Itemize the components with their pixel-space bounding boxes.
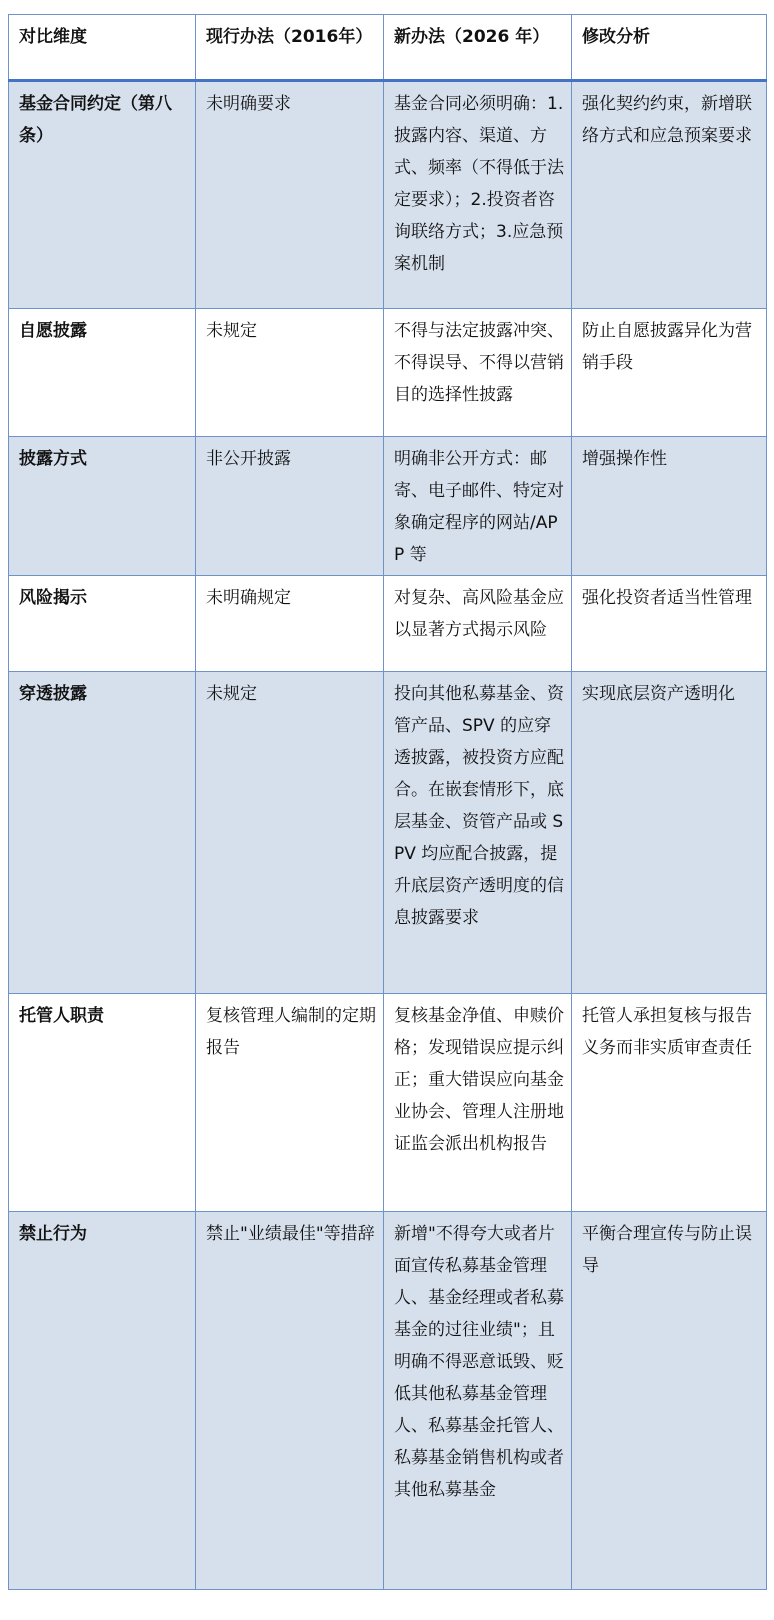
cell-new: 对复杂、高风险基金应以显著方式揭示风险 (384, 576, 572, 672)
cell-analysis: 防止自愿披露异化为营销手段 (572, 309, 767, 437)
cell-dimension: 禁止行为 (9, 1212, 196, 1590)
header-row (9, 15, 767, 81)
cell-dimension: 自愿披露 (9, 309, 196, 437)
cell-current: 复核管理人编制的定期报告 (196, 994, 384, 1212)
cell-current: 未规定 (196, 309, 384, 437)
cell-analysis: 托管人承担复核与报告义务而非实质审查责任 (572, 994, 767, 1212)
cell-dimension: 托管人职责 (9, 994, 196, 1212)
cell-analysis: 平衡合理宣传与防止误导 (572, 1212, 767, 1590)
table-row (9, 437, 767, 576)
cell-dimension: 基金合同约定（第八条） (9, 81, 196, 309)
header-new-rules: 新办法（2026 年） (384, 15, 572, 81)
table-row (9, 1212, 767, 1590)
cell-current: 未明确规定 (196, 576, 384, 672)
cell-new: 不得与法定披露冲突、不得误导、不得以营销目的选择性披露 (384, 309, 572, 437)
header-dimension: 对比维度 (9, 15, 196, 81)
cell-new: 基金合同必须明确：1.披露内容、渠道、方式、频率（不得低于法定要求）；2.投资者咨询联络方式；3.应急预案机制 (384, 81, 572, 309)
cell-analysis: 实现底层资产透明化 (572, 672, 767, 994)
cell-dimension: 风险揭示 (9, 576, 196, 672)
cell-current: 非公开披露 (196, 437, 384, 576)
table-row (9, 672, 767, 994)
cell-dimension: 穿透披露 (9, 672, 196, 994)
cell-new: 明确非公开方式：邮寄、电子邮件、特定对象确定程序的网站/APP 等 (384, 437, 572, 576)
header-analysis: 修改分析 (572, 15, 767, 81)
cell-current: 禁止"业绩最佳"等措辞 (196, 1212, 384, 1590)
table-row (9, 576, 767, 672)
header-current-rules: 现行办法（2016年） (196, 15, 384, 81)
table-row (9, 994, 767, 1212)
cell-analysis: 增强操作性 (572, 437, 767, 576)
table-row (9, 81, 767, 309)
cell-current: 未规定 (196, 672, 384, 994)
comparison-table (8, 14, 767, 1590)
cell-new: 投向其他私募基金、资管产品、SPV 的应穿透披露，被投资方应配合。在嵌套情形下，底层基金、资管产品或 SPV 均应配合披露，提升底层资产透明度的信息披露要求 (384, 672, 572, 994)
table-body (9, 81, 767, 1590)
cell-new: 新增"不得夸大或者片面宣传私募基金管理人、基金经理或者私募基金的过往业绩"；且明确不得恶意诋毁、贬低其他私募基金管理人、私募基金托管人、私募基金销售机构或者其他私募基金 (384, 1212, 572, 1590)
cell-current: 未明确要求 (196, 81, 384, 309)
cell-new: 复核基金净值、申赎价格；发现错误应提示纠正；重大错误应向基金业协会、管理人注册地证监会派出机构报告 (384, 994, 572, 1212)
table-row (9, 309, 767, 437)
cell-analysis: 强化契约约束，新增联络方式和应急预案要求 (572, 81, 767, 309)
cell-analysis: 强化投资者适当性管理 (572, 576, 767, 672)
cell-dimension: 披露方式 (9, 437, 196, 576)
table-header (9, 15, 767, 81)
